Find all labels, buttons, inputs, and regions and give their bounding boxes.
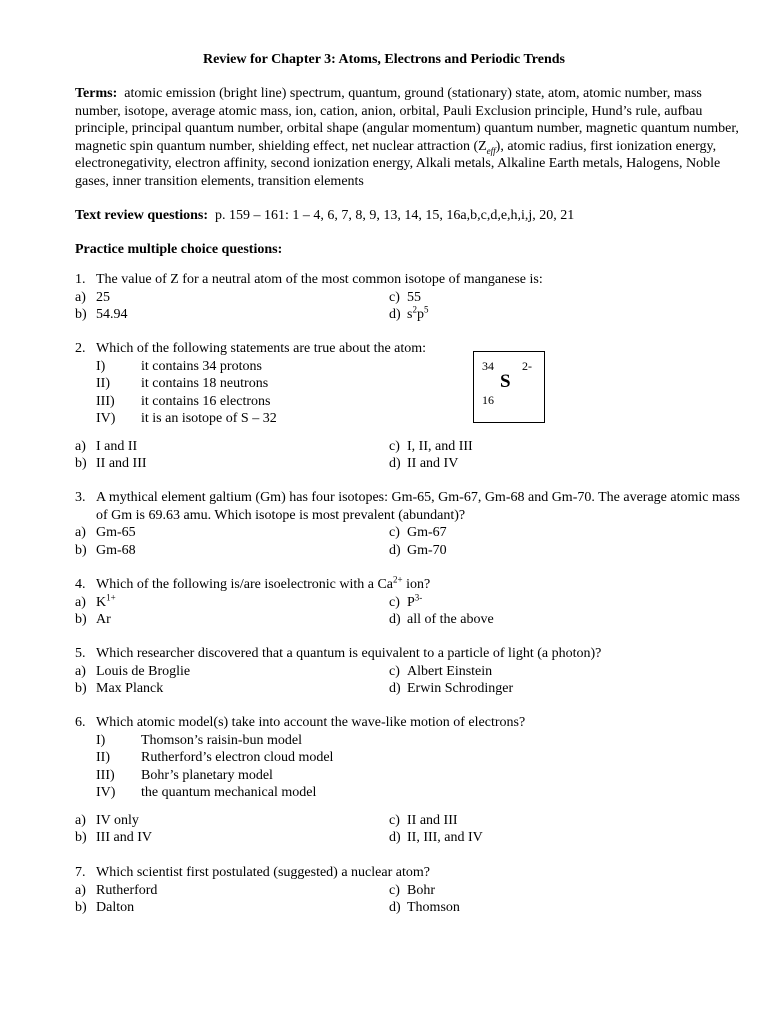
question-stem xyxy=(75,340,747,358)
question-2 xyxy=(75,340,747,473)
question-7 xyxy=(75,864,747,917)
option-a: a) Rutherford xyxy=(75,882,158,898)
roman-item: IV) it is an isotope of S – 32 xyxy=(96,411,277,426)
roman-item: I) it contains 34 protons xyxy=(96,358,262,374)
option-b: b) III and IV xyxy=(75,830,152,845)
option-a: a) 25 xyxy=(75,289,110,305)
question-text: Which scientist first postulated (suggested) a nuclear atom? xyxy=(96,865,430,880)
option-d: d) II, III, and IV xyxy=(389,830,483,845)
question-text: Which atomic model(s) take into account the wave-like motion of electrons? xyxy=(96,715,526,730)
option-a: a) $K^{1+}$ xyxy=(75,591,116,610)
roman-item: II) Rutherford’s electron cloud model xyxy=(96,750,334,765)
zeff-subscript: eff xyxy=(486,145,496,156)
question-1 xyxy=(75,271,747,324)
roman-item: IV) the quantum mechanical model xyxy=(96,785,317,800)
option-c: c) Gm-67 xyxy=(389,525,447,540)
option-c: c) $P^{3-}$ xyxy=(389,591,423,610)
text-review-section xyxy=(75,207,747,225)
question-stem xyxy=(75,645,747,663)
question-stem xyxy=(75,714,747,732)
question-stem xyxy=(75,271,747,289)
option-c: c) I, II, and III xyxy=(389,438,473,454)
terms-text-part2: ), atomic radius, first ionization energy, electronegativity, electron affinity, second ionization energy, Alkali metals, Alkaline Earth metals, Halogens, Noble gases, inner transition elements, transition elements xyxy=(75,138,721,189)
question-text: The value of Z for a neutral atom of the most common isotope of manganese is: xyxy=(96,272,543,287)
option-c: c) 55 xyxy=(389,289,421,305)
question-number: 5. xyxy=(75,646,86,661)
option-d: d) Erwin Schrodinger xyxy=(389,681,514,696)
question-3 xyxy=(75,489,747,559)
question-stem xyxy=(75,864,747,882)
option-b: b) Gm-68 xyxy=(75,542,136,558)
option-a: a) Gm-65 xyxy=(75,525,136,540)
roman-item: II) it contains 18 neutrons xyxy=(96,376,269,391)
terms-section xyxy=(75,85,747,190)
option-d: d) II and IV xyxy=(389,456,459,471)
question-number: 3. xyxy=(75,490,86,505)
option-a: a) IV only xyxy=(75,812,139,828)
option-a: a) Louis de Broglie xyxy=(75,663,191,679)
text-review-text: p. 159 – 161: 1 – 4, 6, 7, 8, 9, 13, 14, 15, 16a,b,c,d,e,h,i,j, 20, 21 xyxy=(215,208,575,223)
option-b: b) Dalton xyxy=(75,900,135,915)
question-number: 7. xyxy=(75,865,86,880)
option-c: c) Bohr xyxy=(389,882,435,898)
question-5 xyxy=(75,645,747,698)
option-b: b) Max Planck xyxy=(75,681,164,696)
question-number: 4. xyxy=(75,577,86,592)
question-text: Which of the following statements are true about the atom: xyxy=(96,341,427,356)
question-stem xyxy=(75,576,747,594)
question-text: Which researcher discovered that a quantum is equivalent to a particle of light (a photon)? xyxy=(96,646,602,661)
question-number: 2. xyxy=(75,341,86,356)
atomic-number: 16 xyxy=(482,393,494,407)
option-b: b) Ar xyxy=(75,612,111,627)
roman-item: III) it contains 16 electrons xyxy=(96,393,271,409)
roman-item: I) Thomson’s raisin-bun model xyxy=(96,732,302,748)
option-b: b) 54.94 xyxy=(75,307,128,322)
option-c: c) Albert Einstein xyxy=(389,663,493,679)
roman-item: III) Bohr’s planetary model xyxy=(96,767,273,783)
option-a: a) I and II xyxy=(75,438,138,454)
mass-number: 34 xyxy=(482,359,494,373)
page-title: Review for Chapter 3: Atoms, Electrons and Periodic Trends xyxy=(202,52,566,67)
option-b: b) II and III xyxy=(75,456,147,471)
question-4 xyxy=(75,576,747,629)
option-c: c) II and III xyxy=(389,812,458,828)
terms-label: Terms: xyxy=(75,86,118,101)
question-number: 1. xyxy=(75,272,86,287)
practice-heading: Practice multiple choice questions: xyxy=(75,242,283,257)
question-number: 6. xyxy=(75,715,86,730)
element-symbol: S xyxy=(500,371,511,392)
question-text: A mythical element galtium (Gm) has four isotopes: Gm-65, Gm-67, Gm-68 and Gm-70. The average atomic mass of Gm is 69.63 amu. Which isotope is most prevalent (abundant)? xyxy=(96,490,740,523)
option-d: d) Thomson xyxy=(389,900,460,915)
option-d: d) all of the above xyxy=(389,612,494,627)
option-d: d) Gm-70 xyxy=(389,542,447,558)
question-text: Which of the following is/are isoelectronic with a $Ca^{2+}$ ion? xyxy=(96,574,431,592)
option-d: d) $s^2p^5$ xyxy=(389,304,429,322)
question-stem xyxy=(75,489,747,524)
text-review-label: Text review questions: xyxy=(75,208,208,223)
terms-text-part1: atomic emission (bright line) spectrum, quantum, ground (stationary) state, atom, atomic number, mass number, isotope, average atomic mass, ion, cation, anion, orbital, Pauli Exclusion principle, Hund’s rule, aufbau principle, principal quantum number, orbital shape (angular momentum) quantum number, magnetic quantum number, magnetic spin quantum number, shielding effect, net nuclear attraction (Z xyxy=(75,86,739,154)
sulfur-ion-element-box xyxy=(473,351,545,423)
ion-charge: 2- xyxy=(522,359,532,373)
question-6 xyxy=(75,714,747,847)
